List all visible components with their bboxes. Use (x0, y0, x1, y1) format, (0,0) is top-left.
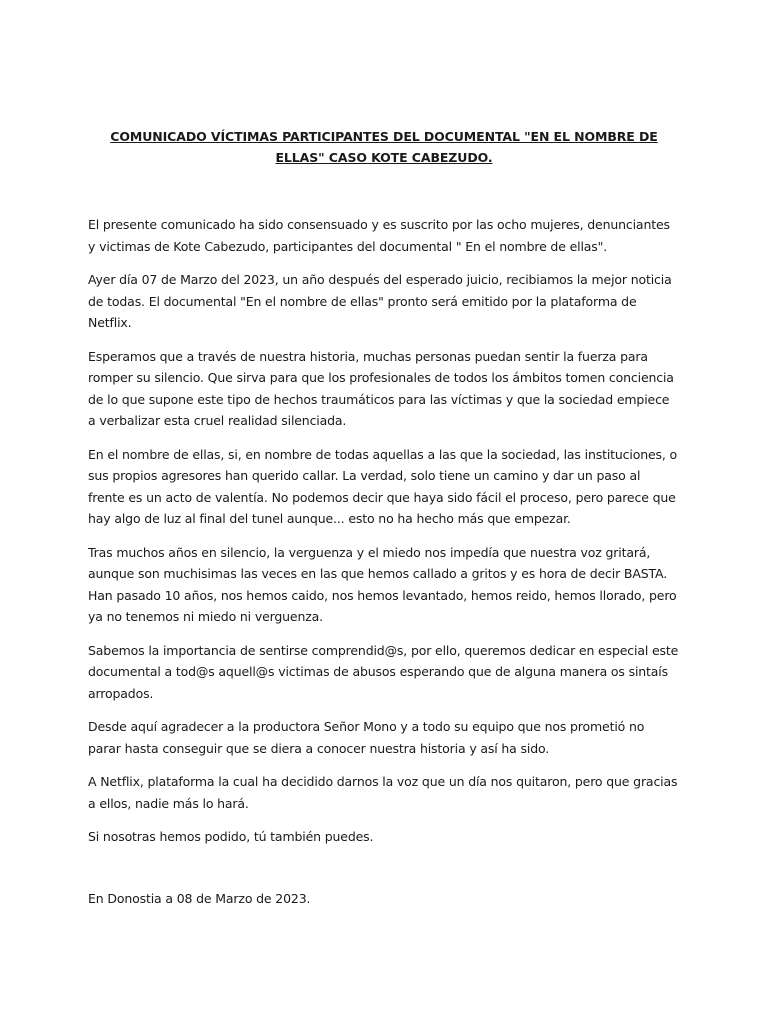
paragraph-1: El presente comunicado ha sido consensuado y es suscrito por las ocho mujeres, denunciantes y victimas de Kote Cabezudo, participantes del documental " En el nombre de ellas". (88, 217, 670, 254)
paragraph-6: Sabemos la importancia de sentirse comprendid@s, por ello, queremos dedicar en especial este documental a tod@s aquell@s victimas de abusos esperando que de alguna manera os sintaís arropados. (88, 642, 679, 701)
paragraph-4: En el nombre de ellas, si, en nombre de todas aquellas a las que la sociedad, las instituciones, o sus propios agresores han querido callar. La verdad, solo tiene un camino y dar un paso al frente es un acto de valentía. No podemos decir que haya sido fácil el proceso, pero parece que hay algo de luz al final del tunel aunque... esto no ha hecho más que empezar. (88, 446, 678, 526)
closing-signature-line: En Donostia a 08 de Marzo de 2023. (88, 890, 311, 906)
paragraph-7: Desde aquí agradecer a la productora Señor Mono y a todo su equipo que nos prometió no parar hasta conseguir que se diera a conocer nuestra historia y así ha sido. (88, 719, 645, 756)
paragraph-3: Esperamos que a través de nuestra historia, muchas personas puedan sentir la fuerza para romper su silencio. Que sirva para que los profesionales de todos los ámbitos tomen conciencia de lo que supone este tipo de hechos traumáticos para las víctimas y que la sociedad empiece a verbalizar esta cruel realidad silenciada. (88, 348, 674, 428)
paragraph-9: Si nosotras hemos podido, tú también puedes. (88, 829, 374, 844)
paragraph-2: Ayer día 07 de Marzo del 2023, un año después del esperado juicio, recibiamos la mejor noticia de todas. El documental "En el nombre de ellas" pronto será emitido por la plataforma de Netflix. (88, 272, 672, 330)
paragraph-5: Tras muchos años en silencio, la verguenza y el miedo nos impedía que nuestra voz gritará, aunque son muchisimas las veces en las que hemos callado a gritos y es hora de decir BASTA. Han pasado 10 años, nos hemos caido, nos hemos levantado, hemos reido, hemos llorado, pero ya no tenemos ni miedo ni verguenza. (88, 544, 677, 624)
paragraph-8: A Netflix, plataforma la cual ha decidido darnos la voz que un día nos quitaron, pero que gracias a ellos, nadie más lo hará. (88, 774, 678, 811)
document-title: COMUNICADO VÍCTIMAS PARTICIPANTES DEL DOCUMENTAL "EN EL NOMBRE DE ELLAS" CASO KOTE CABEZUDO. (110, 129, 658, 165)
